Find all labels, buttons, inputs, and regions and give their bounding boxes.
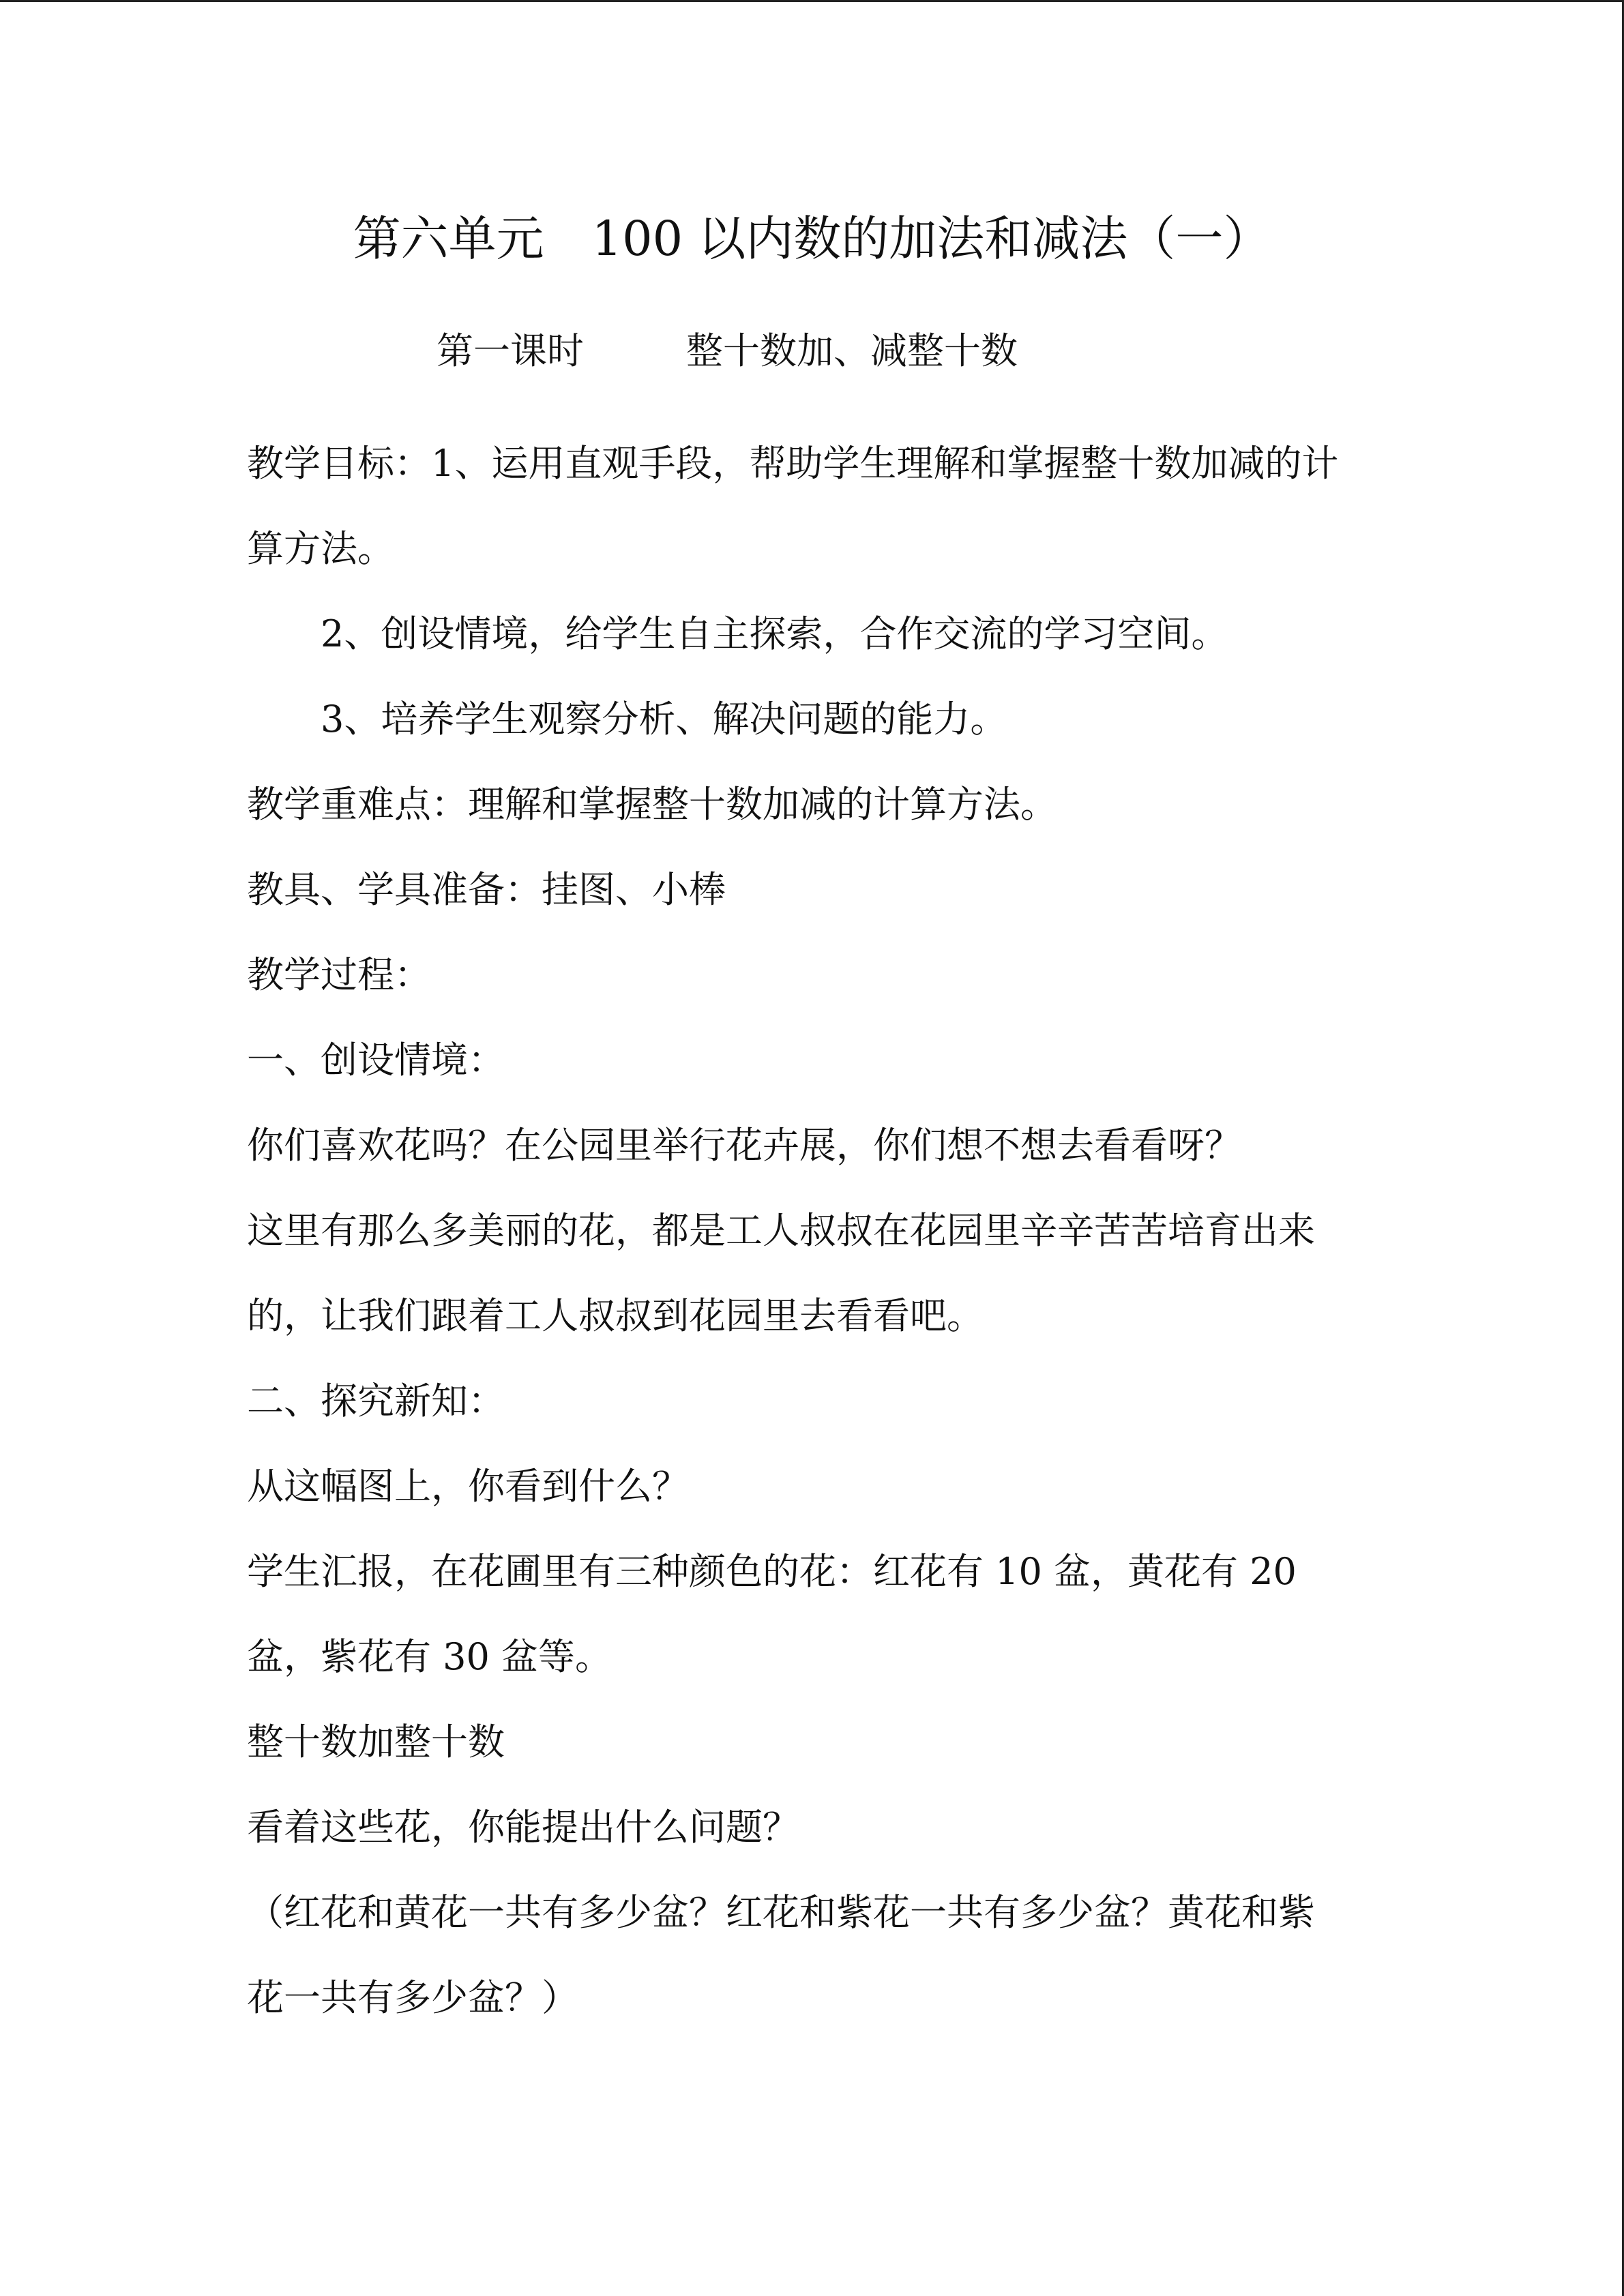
text-line: （红花和黄花一共有多少盆？红花和紫花一共有多少盆？黄花和紫 bbox=[247, 1891, 1315, 1934]
title-topic: 100 以内数的加法和减法（一） bbox=[591, 211, 1271, 267]
text-line: 教学目标：1、运用直观手段，帮助学生理解和掌握整十数加减的计 bbox=[247, 442, 1339, 485]
text-line: 二、探究新知： bbox=[247, 1380, 505, 1422]
text-line: 从这幅图上，你看到什么？ bbox=[247, 1465, 689, 1508]
subtitle-topic: 整十数加、减整十数 bbox=[686, 329, 1018, 372]
text-line: 3、培养学生观察分析、解决问题的能力。 bbox=[321, 698, 1007, 741]
text-line: 盆，紫花有 30 盆等。 bbox=[247, 1635, 612, 1678]
text-line: 这里有那么多美丽的花，都是工人叔叔在花园里辛辛苦苦培育出来 bbox=[247, 1209, 1315, 1252]
title-unit: 第六单元 bbox=[353, 211, 544, 267]
text-line: 教学重难点：理解和掌握整十数加减的计算方法。 bbox=[247, 783, 1057, 826]
text-line: 看着这些花，你能提出什么问题？ bbox=[247, 1806, 799, 1849]
page-title bbox=[0, 205, 1624, 273]
lesson-subtitle bbox=[437, 320, 1018, 382]
text-line: 2、创设情境，给学生自主探索，合作交流的学习空间。 bbox=[321, 612, 1228, 655]
text-line: 花一共有多少盆？） bbox=[247, 1976, 578, 2019]
text-line: 学生汇报，在花圃里有三种颜色的花：红花有 10 盆，黄花有 20 bbox=[247, 1550, 1297, 1593]
text-line: 整十数加整十数 bbox=[247, 1720, 505, 1763]
text-line: 算方法。 bbox=[247, 527, 394, 570]
text-line: 你们喜欢花吗？在公园里举行花卉展，你们想不想去看看呀？ bbox=[247, 1124, 1241, 1167]
text-line: 一、创设情境： bbox=[247, 1039, 505, 1082]
page-border-top bbox=[0, 0, 1624, 2]
subtitle-lesson: 第一课时 bbox=[437, 329, 584, 372]
text-line: 教具、学具准备：挂图、小棒 bbox=[247, 868, 726, 911]
text-line: 教学过程： bbox=[247, 953, 431, 996]
text-line: 的，让我们跟着工人叔叔到花园里去看看吧。 bbox=[247, 1294, 984, 1337]
